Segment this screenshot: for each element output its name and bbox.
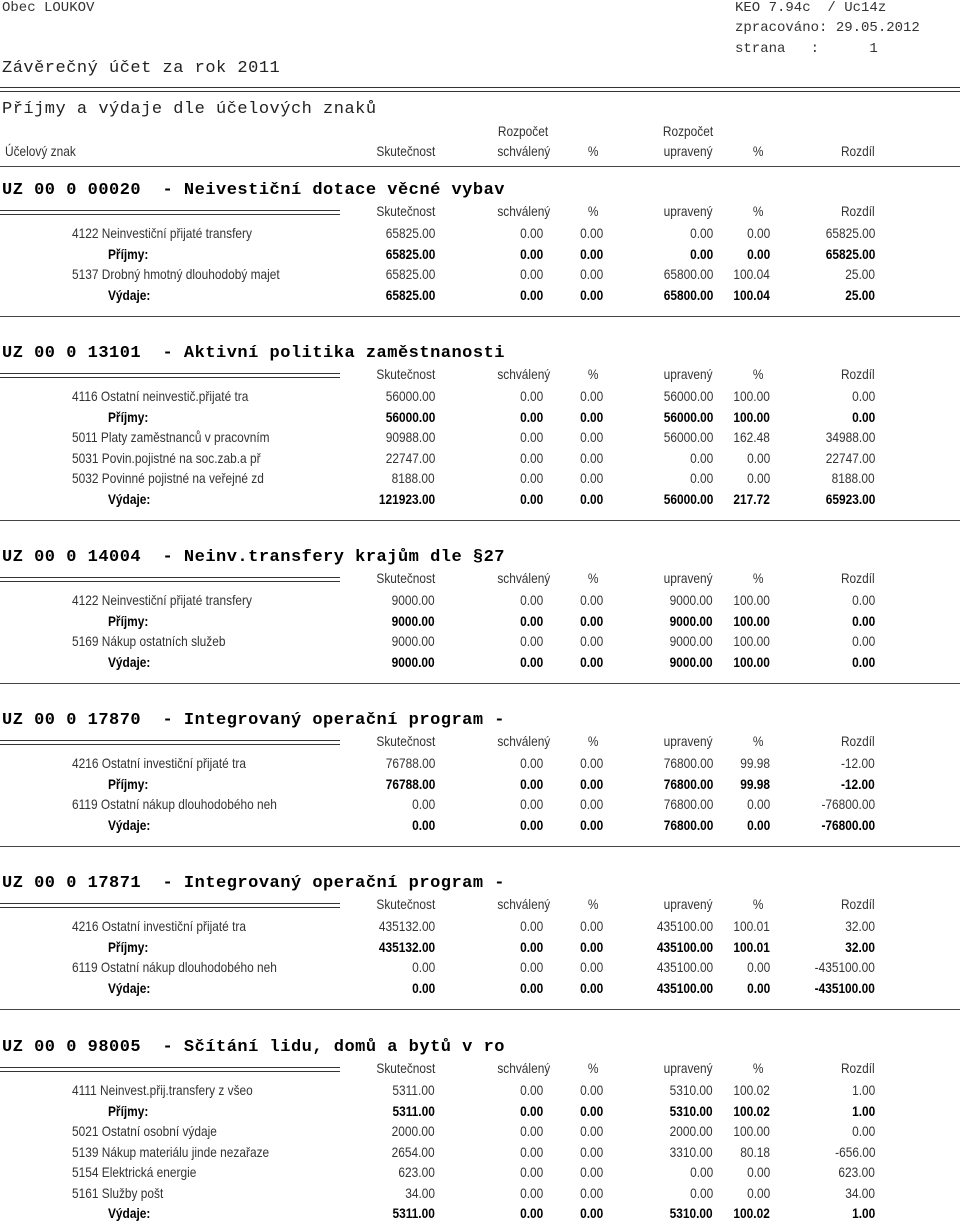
section-title: UZ 00 0 00020 - Neivestiční dotace věcné vybav: [2, 181, 505, 200]
cell-upraveny: 435100.00: [656, 918, 713, 934]
row-total-label: Příjmy:: [108, 613, 149, 629]
cell-pct-2: 100.00: [733, 613, 770, 629]
row-item-name: 4116 Ostatní neinvestič.přijaté tra: [72, 388, 249, 404]
cell-schvaleny: 0.00: [519, 613, 543, 629]
row-item-name: 6119 Ostatní nákup dlouhodobého neh: [72, 796, 277, 812]
subcol-skutecnost: Skutečnost: [376, 896, 435, 912]
cell-rozdil: 34988.00: [825, 429, 875, 445]
cell-rozdil: 8188.00: [831, 470, 875, 486]
cell-rozdil: -435100.00: [814, 980, 875, 996]
cell-schvaleny: 0.00: [519, 1185, 543, 1201]
cell-rozdil: 65825.00: [825, 225, 875, 241]
subcol-schvaleny: schválený: [497, 570, 550, 586]
cell-schvaleny: 0.00: [519, 450, 543, 466]
cell-schvaleny: 0.00: [519, 1205, 543, 1221]
subcol-schvaleny: schválený: [497, 1060, 550, 1076]
row-total-label: Výdaje:: [108, 980, 151, 996]
cell-upraveny: 65800.00: [663, 266, 713, 282]
cell-schvaleny: 0.00: [519, 1164, 543, 1180]
subcol-schvaleny: schválený: [497, 203, 550, 219]
section-double-rule: [0, 903, 340, 908]
cell-schvaleny: 0.00: [519, 287, 543, 303]
page-number: strana : 1: [735, 41, 878, 57]
row-total-label: Výdaje:: [108, 817, 151, 833]
section-title: UZ 00 0 13101 - Aktivní politika zaměstnanosti: [2, 344, 505, 363]
cell-schvaleny: 0.00: [519, 409, 543, 425]
cell-upraveny: 56000.00: [663, 429, 713, 445]
cell-rozdil: 32.00: [845, 918, 875, 934]
cell-skutecnost: 90988.00: [385, 429, 435, 445]
subcol-pct-2: %: [752, 570, 763, 586]
cell-pct-1: 0.00: [579, 287, 603, 303]
subcol-rozdil: Rozdíl: [841, 203, 875, 219]
cell-skutecnost: 121923.00: [378, 491, 435, 507]
subcol-pct-1: %: [587, 733, 598, 749]
row-item-name: 5011 Platy zaměstnanců v pracovním: [72, 429, 270, 445]
cell-pct-1: 0.00: [579, 225, 603, 241]
subcol-rozdil: Rozdíl: [841, 733, 875, 749]
cell-pct-1: 0.00: [579, 1144, 603, 1160]
cell-rozdil: 34.00: [845, 1185, 875, 1201]
subcol-pct-2: %: [752, 366, 763, 382]
cell-schvaleny: 0.00: [519, 592, 543, 608]
cell-schvaleny: 0.00: [519, 225, 543, 241]
cell-rozdil: 0.00: [851, 388, 875, 404]
cell-skutecnost: 9000.00: [391, 592, 435, 608]
cell-rozdil: 623.00: [838, 1164, 875, 1180]
cell-upraveny: 76800.00: [663, 817, 713, 833]
section-end-divider: [0, 846, 960, 847]
cell-pct-1: 0.00: [579, 980, 603, 996]
cell-pct-2: 0.00: [746, 980, 770, 996]
cell-schvaleny: 0.00: [519, 776, 543, 792]
cell-pct-1: 0.00: [579, 1164, 603, 1180]
section-end-divider: [0, 683, 960, 684]
cell-schvaleny: 0.00: [519, 654, 543, 670]
cell-pct-1: 0.00: [579, 450, 603, 466]
row-item-name: 4111 Neinvest.přij.transfery z všeo: [72, 1082, 253, 1098]
cell-pct-2: 100.02: [733, 1205, 770, 1221]
cell-rozdil: -656.00: [834, 1144, 875, 1160]
cell-schvaleny: 0.00: [519, 1103, 543, 1119]
cell-skutecnost: 56000.00: [385, 388, 435, 404]
section-end-divider: [0, 316, 960, 317]
cell-pct-2: 0.00: [746, 1185, 770, 1201]
row-total-label: Příjmy:: [108, 776, 149, 792]
subcol-skutecnost: Skutečnost: [376, 1060, 435, 1076]
cell-rozdil: 1.00: [851, 1103, 875, 1119]
cell-upraveny: 0.00: [689, 1164, 713, 1180]
row-total-label: Příjmy:: [108, 409, 149, 425]
cell-schvaleny: 0.00: [519, 980, 543, 996]
subcol-pct-1: %: [587, 366, 598, 382]
cell-schvaleny: 0.00: [519, 470, 543, 486]
cell-pct-1: 0.00: [579, 429, 603, 445]
cell-schvaleny: 0.00: [519, 388, 543, 404]
cell-rozdil: 0.00: [851, 592, 875, 608]
header-divider: [0, 87, 960, 92]
cell-rozdil: 65825.00: [825, 246, 875, 262]
subcol-pct-2: %: [752, 896, 763, 912]
cell-pct-2: 80.18: [740, 1144, 770, 1160]
cell-upraveny: 56000.00: [663, 388, 713, 404]
row-item-name: 4216 Ostatní investiční přijaté tra: [72, 918, 246, 934]
cell-pct-2: 100.02: [733, 1082, 770, 1098]
row-item-name: 4216 Ostatní investiční přijaté tra: [72, 755, 246, 771]
subcol-skutecnost: Skutečnost: [376, 203, 435, 219]
cell-pct-1: 0.00: [579, 654, 603, 670]
cell-rozdil: 25.00: [845, 266, 875, 282]
cell-upraveny: 0.00: [689, 470, 713, 486]
subcol-upraveny: upravený: [664, 366, 713, 382]
cell-skutecnost: 8188.00: [391, 470, 435, 486]
row-item-name: 5137 Drobný hmotný dlouhodobý majet: [72, 266, 280, 282]
cell-upraveny: 65800.00: [663, 287, 713, 303]
cell-pct-1: 0.00: [579, 246, 603, 262]
cell-schvaleny: 0.00: [519, 633, 543, 649]
cell-pct-2: 100.02: [733, 1103, 770, 1119]
section-double-rule: [0, 740, 340, 745]
report-subtitle: Příjmy a výdaje dle účelových znaků: [2, 100, 377, 119]
cell-pct-1: 0.00: [579, 388, 603, 404]
row-item-name: 5032 Povinné pojistné na veřejné zd: [72, 470, 264, 486]
col-skutecnost: Skutečnost: [376, 143, 435, 159]
report-title: Závěrečný účet za rok 2011: [2, 59, 281, 78]
cell-pct-2: 100.00: [733, 592, 770, 608]
cell-pct-1: 0.00: [579, 1123, 603, 1139]
cell-upraveny: 5310.00: [669, 1103, 713, 1119]
subcol-rozdil: Rozdíl: [841, 896, 875, 912]
cell-pct-1: 0.00: [579, 470, 603, 486]
subcol-skutecnost: Skutečnost: [376, 570, 435, 586]
cell-skutecnost: 0.00: [411, 796, 435, 812]
cell-pct-1: 0.00: [579, 409, 603, 425]
row-total-label: Výdaje:: [108, 1205, 151, 1221]
section-double-rule: [0, 577, 340, 582]
cell-rozdil: 0.00: [851, 654, 875, 670]
cell-pct-1: 0.00: [579, 1185, 603, 1201]
cell-rozdil: 65923.00: [825, 491, 875, 507]
cell-skutecnost: 9000.00: [391, 613, 435, 629]
cell-skutecnost: 56000.00: [385, 409, 435, 425]
cell-skutecnost: 5311.00: [392, 1205, 435, 1221]
cell-pct-2: 0.00: [746, 246, 770, 262]
cell-pct-1: 0.00: [579, 613, 603, 629]
cell-skutecnost: 76788.00: [385, 776, 435, 792]
cell-pct-1: 0.00: [579, 796, 603, 812]
cell-upraveny: 76800.00: [663, 796, 713, 812]
cell-upraveny: 435100.00: [656, 959, 713, 975]
subcol-upraveny: upravený: [664, 896, 713, 912]
subcol-skutecnost: Skutečnost: [376, 366, 435, 382]
cell-schvaleny: 0.00: [519, 755, 543, 771]
col-rozdil: Rozdíl: [841, 143, 875, 159]
row-item-name: 5169 Nákup ostatních služeb: [72, 633, 226, 649]
subcol-upraveny: upravený: [664, 1060, 713, 1076]
subcol-skutecnost: Skutečnost: [376, 733, 435, 749]
col-rozpocet-1: Rozpočet: [497, 123, 548, 139]
row-total-label: Výdaje:: [108, 287, 151, 303]
section-title: UZ 00 0 17871 - Integrovaný operační program -: [2, 874, 505, 893]
cell-rozdil: -76800.00: [821, 796, 875, 812]
cell-upraveny: 9000.00: [669, 654, 713, 670]
cell-pct-2: 100.01: [733, 918, 770, 934]
cell-pct-2: 100.00: [733, 633, 770, 649]
cell-pct-2: 162.48: [733, 429, 770, 445]
subcol-rozdil: Rozdíl: [841, 366, 875, 382]
cell-skutecnost: 65825.00: [385, 287, 435, 303]
cell-skutecnost: 9000.00: [391, 633, 435, 649]
cell-pct-2: 100.00: [733, 409, 770, 425]
row-total-label: Výdaje:: [108, 654, 151, 670]
col-pct-2: %: [752, 143, 763, 159]
cell-pct-2: 0.00: [746, 796, 770, 812]
cell-pct-2: 0.00: [746, 450, 770, 466]
cell-skutecnost: 0.00: [411, 980, 435, 996]
cell-skutecnost: 76788.00: [385, 755, 435, 771]
cell-pct-1: 0.00: [579, 633, 603, 649]
subcol-pct-1: %: [587, 570, 598, 586]
cell-schvaleny: 0.00: [519, 266, 543, 282]
section-double-rule: [0, 1067, 340, 1072]
col-pct-1: %: [587, 143, 598, 159]
subcol-schvaleny: schválený: [497, 366, 550, 382]
cell-schvaleny: 0.00: [519, 817, 543, 833]
row-item-name: 5031 Povin.pojistné na soc.zab.a př: [72, 450, 261, 466]
subcol-schvaleny: schválený: [497, 733, 550, 749]
subcol-schvaleny: schválený: [497, 896, 550, 912]
column-header-divider: [0, 166, 960, 167]
cell-rozdil: 1.00: [851, 1205, 875, 1221]
subcol-pct-1: %: [587, 1060, 598, 1076]
cell-rozdil: 0.00: [851, 409, 875, 425]
row-total-label: Příjmy:: [108, 246, 149, 262]
cell-skutecnost: 2000.00: [391, 1123, 435, 1139]
cell-rozdil: -12.00: [841, 776, 875, 792]
cell-schvaleny: 0.00: [519, 959, 543, 975]
cell-upraveny: 0.00: [689, 225, 713, 241]
cell-pct-2: 0.00: [746, 959, 770, 975]
cell-pct-2: 0.00: [746, 817, 770, 833]
processed-date: zpracováno: 29.05.2012: [735, 20, 920, 36]
cell-upraveny: 9000.00: [669, 592, 713, 608]
cell-pct-1: 0.00: [579, 266, 603, 282]
cell-skutecnost: 623.00: [398, 1164, 435, 1180]
cell-skutecnost: 435132.00: [378, 939, 435, 955]
cell-upraveny: 56000.00: [663, 409, 713, 425]
cell-pct-2: 0.00: [746, 1164, 770, 1180]
cell-upraveny: 0.00: [689, 450, 713, 466]
cell-schvaleny: 0.00: [519, 429, 543, 445]
cell-pct-2: 100.00: [733, 654, 770, 670]
cell-pct-2: 0.00: [746, 225, 770, 241]
cell-skutecnost: 2654.00: [391, 1144, 435, 1160]
cell-upraveny: 5310.00: [669, 1205, 713, 1221]
section-title: UZ 00 0 17870 - Integrovaný operační program -: [2, 711, 505, 730]
row-item-name: 6119 Ostatní nákup dlouhodobého neh: [72, 959, 277, 975]
cell-upraveny: 9000.00: [669, 613, 713, 629]
col-ucelovy-znak: Účelový znak: [5, 143, 76, 159]
row-item-name: 4122 Neinvestiční přijaté transfery: [72, 592, 252, 608]
cell-skutecnost: 5311.00: [392, 1103, 435, 1119]
subcol-pct-1: %: [587, 203, 598, 219]
subcol-upraveny: upravený: [664, 733, 713, 749]
col-upraveny: upravený: [664, 143, 713, 159]
section-double-rule: [0, 373, 340, 378]
cell-schvaleny: 0.00: [519, 796, 543, 812]
cell-pct-2: 100.00: [733, 1123, 770, 1139]
subcol-pct-1: %: [587, 896, 598, 912]
cell-skutecnost: 65825.00: [385, 225, 435, 241]
cell-pct-1: 0.00: [579, 1103, 603, 1119]
subcol-rozdil: Rozdíl: [841, 570, 875, 586]
subcol-upraveny: upravený: [664, 570, 713, 586]
section-end-divider: [0, 520, 960, 521]
row-total-label: Příjmy:: [108, 939, 149, 955]
cell-skutecnost: 22747.00: [385, 450, 435, 466]
cell-upraveny: 3310.00: [669, 1144, 713, 1160]
subcol-pct-2: %: [752, 1060, 763, 1076]
cell-pct-1: 0.00: [579, 755, 603, 771]
cell-skutecnost: 0.00: [411, 959, 435, 975]
cell-schvaleny: 0.00: [519, 491, 543, 507]
cell-rozdil: 0.00: [851, 613, 875, 629]
col-rozpocet-2: Rozpočet: [662, 123, 713, 139]
cell-schvaleny: 0.00: [519, 918, 543, 934]
cell-skutecnost: 5311.00: [392, 1082, 435, 1098]
cell-upraveny: 76800.00: [663, 755, 713, 771]
cell-upraveny: 9000.00: [669, 633, 713, 649]
cell-skutecnost: 0.00: [411, 817, 435, 833]
cell-pct-1: 0.00: [579, 817, 603, 833]
cell-upraveny: 435100.00: [656, 939, 713, 955]
cell-rozdil: -435100.00: [814, 959, 875, 975]
cell-pct-2: 0.00: [746, 470, 770, 486]
row-item-name: 5161 Služby pošt: [72, 1185, 164, 1201]
section-title: UZ 00 0 14004 - Neinv.transfery krajům dle §27: [2, 548, 505, 567]
row-item-name: 5021 Ostatní osobní výdaje: [72, 1123, 217, 1139]
section-title: UZ 00 0 98005 - Sčítání lidu, domů a bytů v ro: [2, 1038, 505, 1057]
cell-pct-2: 100.04: [733, 287, 770, 303]
cell-upraveny: 435100.00: [656, 980, 713, 996]
row-total-label: Příjmy:: [108, 1103, 149, 1119]
cell-rozdil: -12.00: [841, 755, 875, 771]
cell-pct-1: 0.00: [579, 592, 603, 608]
subcol-upraveny: upravený: [664, 203, 713, 219]
cell-schvaleny: 0.00: [519, 1082, 543, 1098]
cell-pct-2: 100.00: [733, 388, 770, 404]
row-item-name: 5154 Elektrická energie: [72, 1164, 197, 1180]
row-total-label: Výdaje:: [108, 491, 151, 507]
subcol-rozdil: Rozdíl: [841, 1060, 875, 1076]
cell-pct-1: 0.00: [579, 918, 603, 934]
row-item-name: 5139 Nákup materiálu jinde nezařaze: [72, 1144, 270, 1160]
cell-rozdil: 1.00: [851, 1082, 875, 1098]
cell-upraveny: 76800.00: [663, 776, 713, 792]
cell-skutecnost: 65825.00: [385, 266, 435, 282]
cell-pct-2: 100.04: [733, 266, 770, 282]
cell-pct-1: 0.00: [579, 776, 603, 792]
cell-skutecnost: 34.00: [405, 1185, 435, 1201]
cell-rozdil: 0.00: [851, 1123, 875, 1139]
software-version: KEO 7.94c / Uc14z: [735, 0, 887, 16]
section-double-rule: [0, 210, 340, 215]
cell-skutecnost: 65825.00: [385, 246, 435, 262]
cell-schvaleny: 0.00: [519, 939, 543, 955]
section-end-divider: [0, 1009, 960, 1010]
organization-name: Obec LOUKOV: [2, 0, 95, 16]
row-item-name: 4122 Neinvestiční přijaté transfery: [72, 225, 252, 241]
cell-upraveny: 2000.00: [669, 1123, 713, 1139]
subcol-pct-2: %: [752, 203, 763, 219]
cell-rozdil: 32.00: [845, 939, 875, 955]
cell-pct-1: 0.00: [579, 959, 603, 975]
subcol-pct-2: %: [752, 733, 763, 749]
cell-rozdil: -76800.00: [821, 817, 875, 833]
cell-upraveny: 56000.00: [663, 491, 713, 507]
cell-rozdil: 25.00: [845, 287, 875, 303]
cell-schvaleny: 0.00: [519, 1144, 543, 1160]
cell-pct-1: 0.00: [579, 939, 603, 955]
cell-schvaleny: 0.00: [519, 1123, 543, 1139]
cell-pct-1: 0.00: [579, 1205, 603, 1221]
cell-pct-2: 217.72: [733, 491, 770, 507]
cell-pct-1: 0.00: [579, 491, 603, 507]
cell-pct-2: 100.01: [733, 939, 770, 955]
cell-rozdil: 22747.00: [825, 450, 875, 466]
cell-pct-2: 99.98: [740, 755, 770, 771]
cell-upraveny: 5310.00: [669, 1082, 713, 1098]
cell-pct-1: 0.00: [579, 1082, 603, 1098]
cell-skutecnost: 9000.00: [391, 654, 435, 670]
cell-pct-2: 99.98: [740, 776, 770, 792]
cell-rozdil: 0.00: [851, 633, 875, 649]
col-schvaleny: schválený: [497, 143, 550, 159]
cell-upraveny: 0.00: [689, 246, 713, 262]
cell-schvaleny: 0.00: [519, 246, 543, 262]
cell-upraveny: 0.00: [689, 1185, 713, 1201]
cell-skutecnost: 435132.00: [378, 918, 435, 934]
